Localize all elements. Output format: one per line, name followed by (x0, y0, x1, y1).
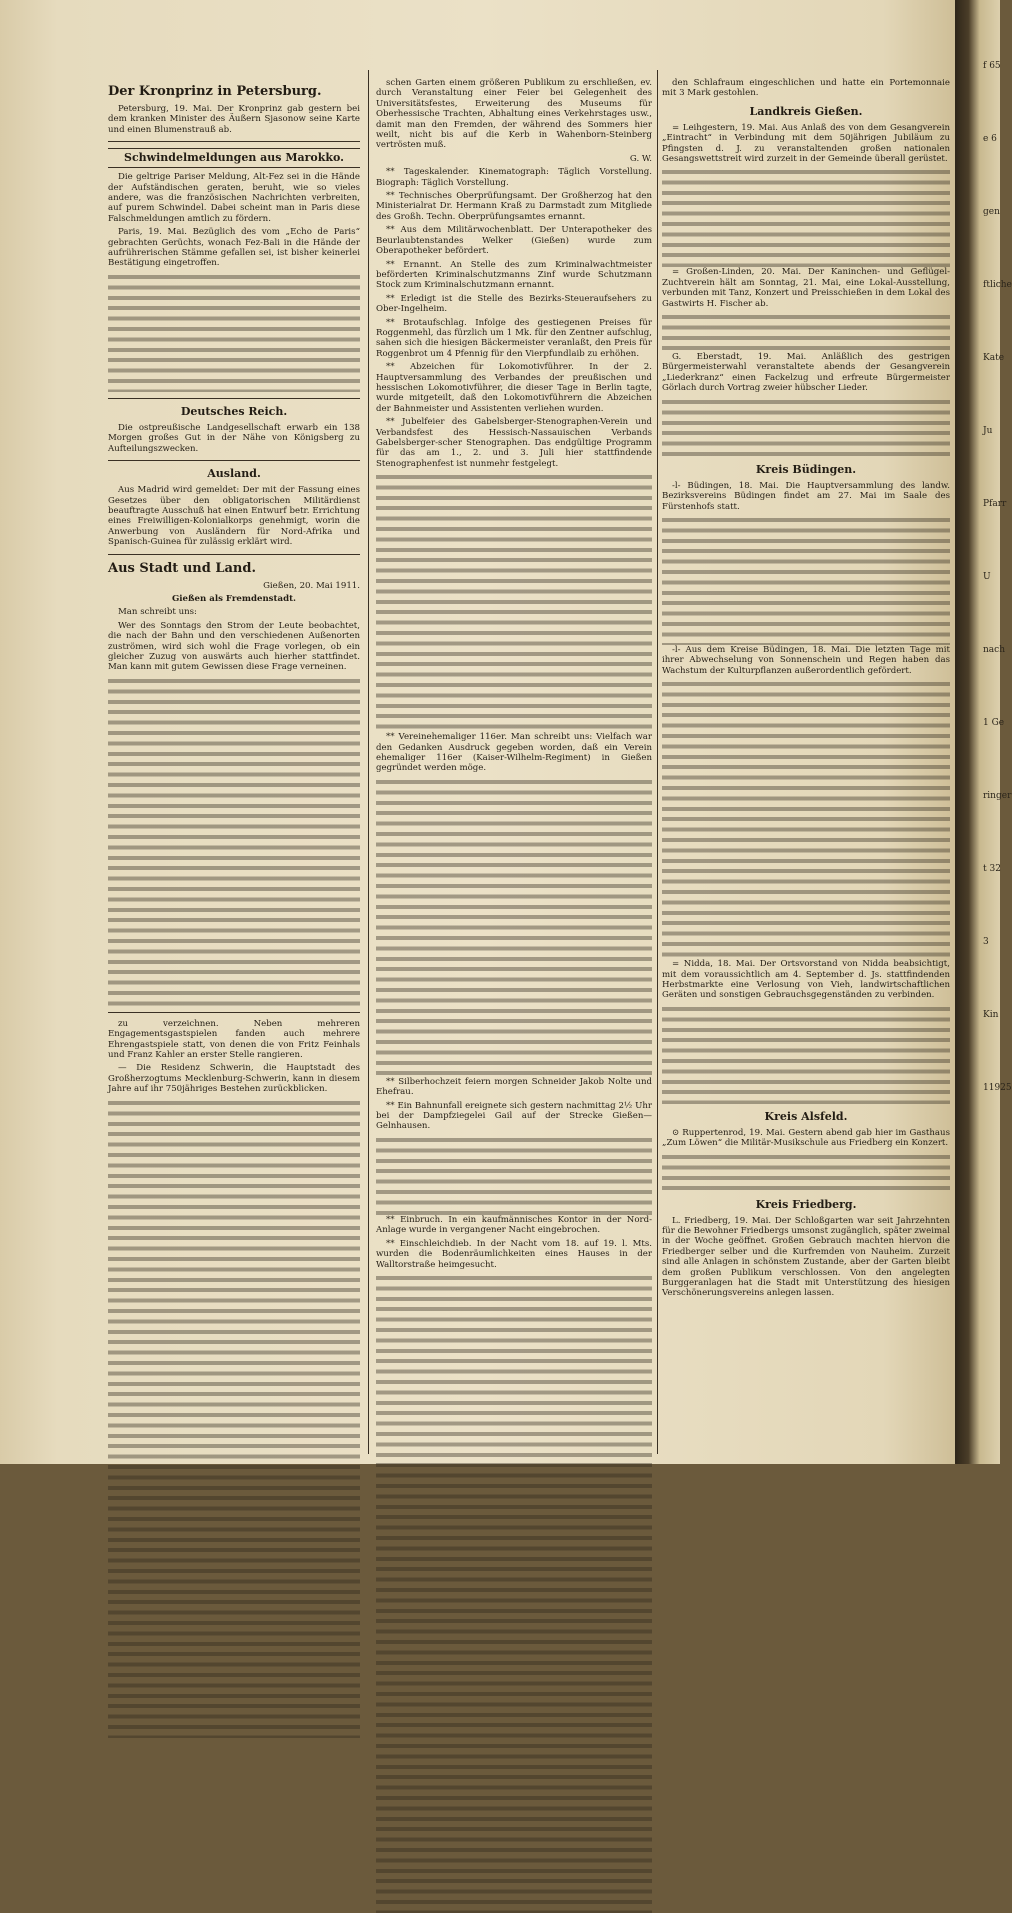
article-text: ** Jubelfeier des Gabelsberger-Stenographen-Verein und Verbandsfest des Hessisch-Nassauischen Verbands Gabelsberger-scher Stenographen. Das endgültige Programm für das am 1., 2. und 3. Juli hier stattfindende Stenographenfest ist nunmehr festgelegt. (376, 417, 652, 469)
headline-kronprinz: Der Kronprinz in Petersburg. (108, 84, 322, 99)
article-text-block (108, 272, 360, 392)
signature: G. W. (629, 153, 652, 164)
article-text-block (662, 515, 950, 645)
article-text: den Schlafraum eingeschlichen und hatte ein Portemonnaie mit 3 Mark gestohlen. (662, 78, 950, 99)
article-text-block (376, 1273, 652, 1913)
article-text-block (662, 397, 950, 457)
spine-fragment: 11925 (983, 1083, 1012, 1093)
divider (108, 460, 360, 461)
subheadline-fremdenstadt: Gießen als Fremdenstadt. (171, 593, 297, 604)
headline-kreis-buedingen: Kreis Büdingen. (755, 462, 857, 476)
adjacent-page-fragments (955, 0, 1012, 1095)
column-3 (662, 78, 950, 1444)
article-text-block (662, 1004, 950, 1104)
article-text: ** Technisches Oberprüfungsamt. Der Großherzog hat den Ministerialrat Dr. Hermann Kraß zu Darmstadt zum Mitgliede des Großh. Techn. Oberprüfungsamtes ernannt. (376, 191, 652, 222)
article-text: Die ostpreußische Landgesellschaft erwarb ein 138 Morgen großes Gut in der Nähe von Königsberg zu Aufteilungszwecken. (108, 422, 360, 454)
article-text-block (376, 472, 652, 732)
column-rule (657, 70, 658, 1454)
article-text: ** Vereinehemaliger 116er. Man schreibt uns: Vielfach war den Gedanken Ausdruck gegeben worden, daß ein Verein ehemaliger 116er (Kaiser-Wilhelm-Regiment) in Gießen gegründet werden möge. (376, 732, 652, 774)
article-text: L. Friedberg, 19. Mai. Der Schloßgarten war seit Jahrzehnten für die Bewohner Friedbergs umsonst zugänglich, später zweimal in der Woche geöffnet. Großen Gebrauch machten hiervon die Friedberger selber und die Kurfremden von Nauheim. Zurzeit sind alle Anlagen in schönstem Zustande, aber der Garten bleibt dem großen Publikum verschlossen. Von den angelegten Burggeranlagen hat die Stadt mit Unterstützung des hiesigen Verschönerungsvereins anlegen lassen. (662, 1215, 950, 1299)
article-text: ** Erledigt ist die Stelle des Bezirks-Steueraufsehers zu Ober-Ingelheim. (376, 293, 652, 315)
headline-landkreis-giessen: Landkreis Gießen. (749, 104, 863, 118)
article-text: ** Ernannt. An Stelle des zum Kriminalwachtmeister beförderten Kriminalschutzmanns Zinf wurde Schutzmann Stock zum Kriminalschutzmann ernannt. (376, 259, 652, 291)
spine-fragment: U (983, 572, 991, 582)
article-text: Wer des Sonntags den Strom der Leute beobachtet, die nach der Bahn und den verschiedenen Außenorten zuströmen, wird sich wohl die Frage vorlegen, ob ein gleicher Zuzug von auswärts auch hierher stattfindet. Man kann mit gutem Gewissen diese Frage verneinen. (108, 620, 360, 673)
article-text: ** Aus dem Militärwochenblatt. Der Unterapotheker des Beurlaubtenstandes Welker (Gießen) wurde zum Oberapotheker befördert. (376, 225, 652, 257)
article-text: Petersburg, 19. Mai. Der Kronprinz gab gestern bei dem kranken Minister des Äußern Sjasonow seine Karte und einen Blumenstrauß ab. (108, 104, 360, 135)
spine-fragment: Pfarr (983, 499, 1007, 509)
spine-fragment: gen (983, 207, 1000, 217)
article-text: ** Ein Bahnunfall ereignete sich gestern nachmittag 2½ Uhr bei der Dampfziegelei Gail auf der Strecke Gießen—Gelnhausen. (376, 1100, 652, 1132)
article-text: ⊙ Ruppertenrod, 19. Mai. Gestern abend gab hier im Gasthaus „Zum Löwen“ die Militär-Musikschule aus Friedberg ein Konzert. (662, 1127, 950, 1149)
article-text: ** Einbruch. In ein kaufmännisches Kontor in der Nord-Anlage wurde in vergangener Nacht eingebrochen. (376, 1214, 652, 1236)
article-text: ** Einschleichdieb. In der Nacht vom 18. auf 19. l. Mts. wurden die Bodenräumlichkeiten eines Hauses in der Walltorstraße heimgesucht. (376, 1238, 652, 1270)
article-text: Man schreibt uns: (118, 607, 197, 618)
article-text: = Großen-Linden, 20. Mai. Der Kaninchen- und Geflügel-Zuchtverein hält am Sonntag, 21. Mai, eine Lokal-Ausstellung, verbunden mit Tanz, Konzert und Preisschießen in dem Lokal des Gastwirts H. Fischer ab. (662, 267, 950, 309)
article-text-block (662, 312, 950, 352)
headline-deutsches-reich: Deutsches Reich. (180, 404, 288, 418)
article-text: = Nidda, 18. Mai. Der Ortsvorstand von Nidda beabsichtigt, mit dem voraussichtlich am 4. September d. Js. stattfindenden Herbstmarkte eine Verlosung von Vieh, landwirtschaftlichen Geräten und sonstigen Gebrauchsgegenständen zu verbinden. (662, 959, 950, 1001)
divider (108, 1012, 360, 1013)
article-text: Aus Madrid wird gemeldet: Der mit der Fassung eines Gesetzes über den obligatorischen Militärdienst beauftragte Ausschuß hat einen Entwurf betr. Errichtung eines Freiwilligen-Kolonialkorps genehmigt, worin die Anwerbung von Ausländern für Nord-Afrika und Spanisch-Guinea für zulässig erklärt wird. (108, 485, 360, 548)
headline-kreis-friedberg: Kreis Friedberg. (755, 1197, 857, 1211)
article-text-block (108, 676, 360, 1006)
article-text-block (376, 1135, 652, 1215)
spine-fragment: 1 Ge (983, 718, 1005, 728)
article-text: Die geltrige Pariser Meldung, Alt-Fez sei in die Hände der Aufständischen geraten, beruht, wie so vieles andere, was die französischen Nachrichten verbreiten, auf purem Schwindel. Dabei scheint man in Paris diese Falschmeldungen amtlich zu fördern. (108, 172, 360, 224)
article-text: ** Silberhochzeit feiern morgen Schneider Jakob Nolte und Ehefrau. (376, 1076, 652, 1098)
column-rule (368, 70, 369, 1454)
article-text-block (662, 167, 950, 267)
article-text: -l- Aus dem Kreise Büdingen, 18. Mai. Die letzten Tage mit ihrer Abwechselung von Sonnenschein und Regen haben das Wachstum der Kulturpflanzen außerordentlich gefördert. (662, 644, 950, 676)
column-1 (108, 78, 360, 1444)
headline-kreis-alsfeld: Kreis Alsfeld. (764, 1109, 848, 1123)
spine-fragment: t 32 (983, 864, 1001, 874)
article-text: ** Tageskalender. Kinematograph: Täglich Vorstellung. Biograph: Täglich Vorstellung. (376, 167, 652, 188)
article-text: zu verzeichnen. Neben mehreren Engagementsgastspielen fanden auch mehrere Ehrengastspiele statt, von denen die von Fritz Feinhals und Franz Kahler an erster Stelle rangieren. (108, 1018, 360, 1060)
column-2 (376, 78, 652, 1444)
article-text: — Die Residenz Schwerin, die Hauptstadt des Großherzogtums Mecklenburg-Schwerin, kann in diesem Jahre auf ihr 750jähriges Bestehen zurückblicken. (108, 1063, 360, 1095)
article-text: Paris, 19. Mai. Bezüglich des vom „Echo de Paris“ gebrachten Gerüchts, wonach Fez-Bali in die Hände der aufrührerischen Stämme gefallen sei, ist bisher keinerlei Bestätigung eingetroffen. (108, 227, 360, 269)
article-text-block (662, 1152, 950, 1192)
divider (108, 398, 360, 399)
article-text-block (376, 777, 652, 1077)
article-text: ** Abzeichen für Lokomotivführer. In der 2. Hauptversammlung des Verbandes der preußischen und hessischen Lokomotivführer, die dieser Tage in Berlin tagte, wurde mitgeteilt, daß den Lokomotivführern die Abzeichen der Bahnmeister und Assistenten verliehen wurden. (376, 362, 652, 414)
article-text-block (108, 1098, 360, 1738)
article-text: ** Brotaufschlag. Infolge des gestiegenen Preises für Roggenmehl, das fürzlich um 1 Mk. für den Zentner aufschlug, sahen sich die hiesigen Bäckermeister veranlaßt, den Preis für Roggenbrot um 4 Pfennig für den Vierpfundlaib zu erhöhen. (376, 317, 652, 359)
spine-fragment: ftliche (983, 280, 1012, 290)
spine-fragment: f 65 (983, 61, 1001, 71)
article-text: -l- Büdingen, 18. Mai. Die Hauptversammlung des landw. Bezirksvereins Büdingen findet am 27. Mai im Saale des Fürstenhofs statt. (662, 480, 950, 512)
article-text-block (662, 679, 950, 959)
article-text: G. Eberstadt, 19. Mai. Anläßlich des gestrigen Bürgermeisterwahl veranstaltete abends der Gesangverein „Liederkranz“ einen Fackelzug und erfreute Bürgermeister Görlach durch Vortrag zweier hübscher Lieder. (662, 352, 950, 394)
spine-fragment: nach (983, 645, 1005, 655)
divider (108, 554, 360, 555)
book-spine (955, 0, 1012, 1464)
spine-fragment: 3 (983, 937, 989, 947)
headline-marokko: Schwindelmeldungen aus Marokko. (108, 148, 360, 168)
dateline: Gießen, 20. Mai 1911. (263, 580, 360, 591)
article-text: = Leihgestern, 19. Mai. Aus Anlaß des von dem Gesangverein „Eintracht“ in Verbindung mit dem 50jährigen Jubiläum zu Pfingsten d. J. zu veranstaltenden großen nationalen Gesangswettstreit wird zurzeit in der Gemeinde überall gerüstet. (662, 122, 950, 165)
spine-fragment: Kate (983, 353, 1005, 363)
spine-fragment: e 6 (983, 134, 997, 144)
spine-fragment: Ju (983, 426, 993, 436)
spine-fragment: Kin (983, 1010, 999, 1020)
headline-ausland: Ausland. (207, 467, 261, 481)
divider (108, 141, 360, 142)
article-text: schen Garten einem größeren Publikum zu erschließen, ev. durch Veranstaltung einer Feier bei Gelegenheit des Universitätsfestes, Erweiterung des Museums für Oberhessische Trachten, Abhaltung eines Verkehrstages usw., damit man den Fremden, der während des Sommers hier weilt, nicht bis auf die Kerb in Wahenborn-Steinberg vertrösten muß. (376, 78, 652, 151)
headline-stadt-und-land: Aus Stadt und Land. (108, 560, 256, 576)
spine-fragment: ringer (983, 791, 1012, 801)
